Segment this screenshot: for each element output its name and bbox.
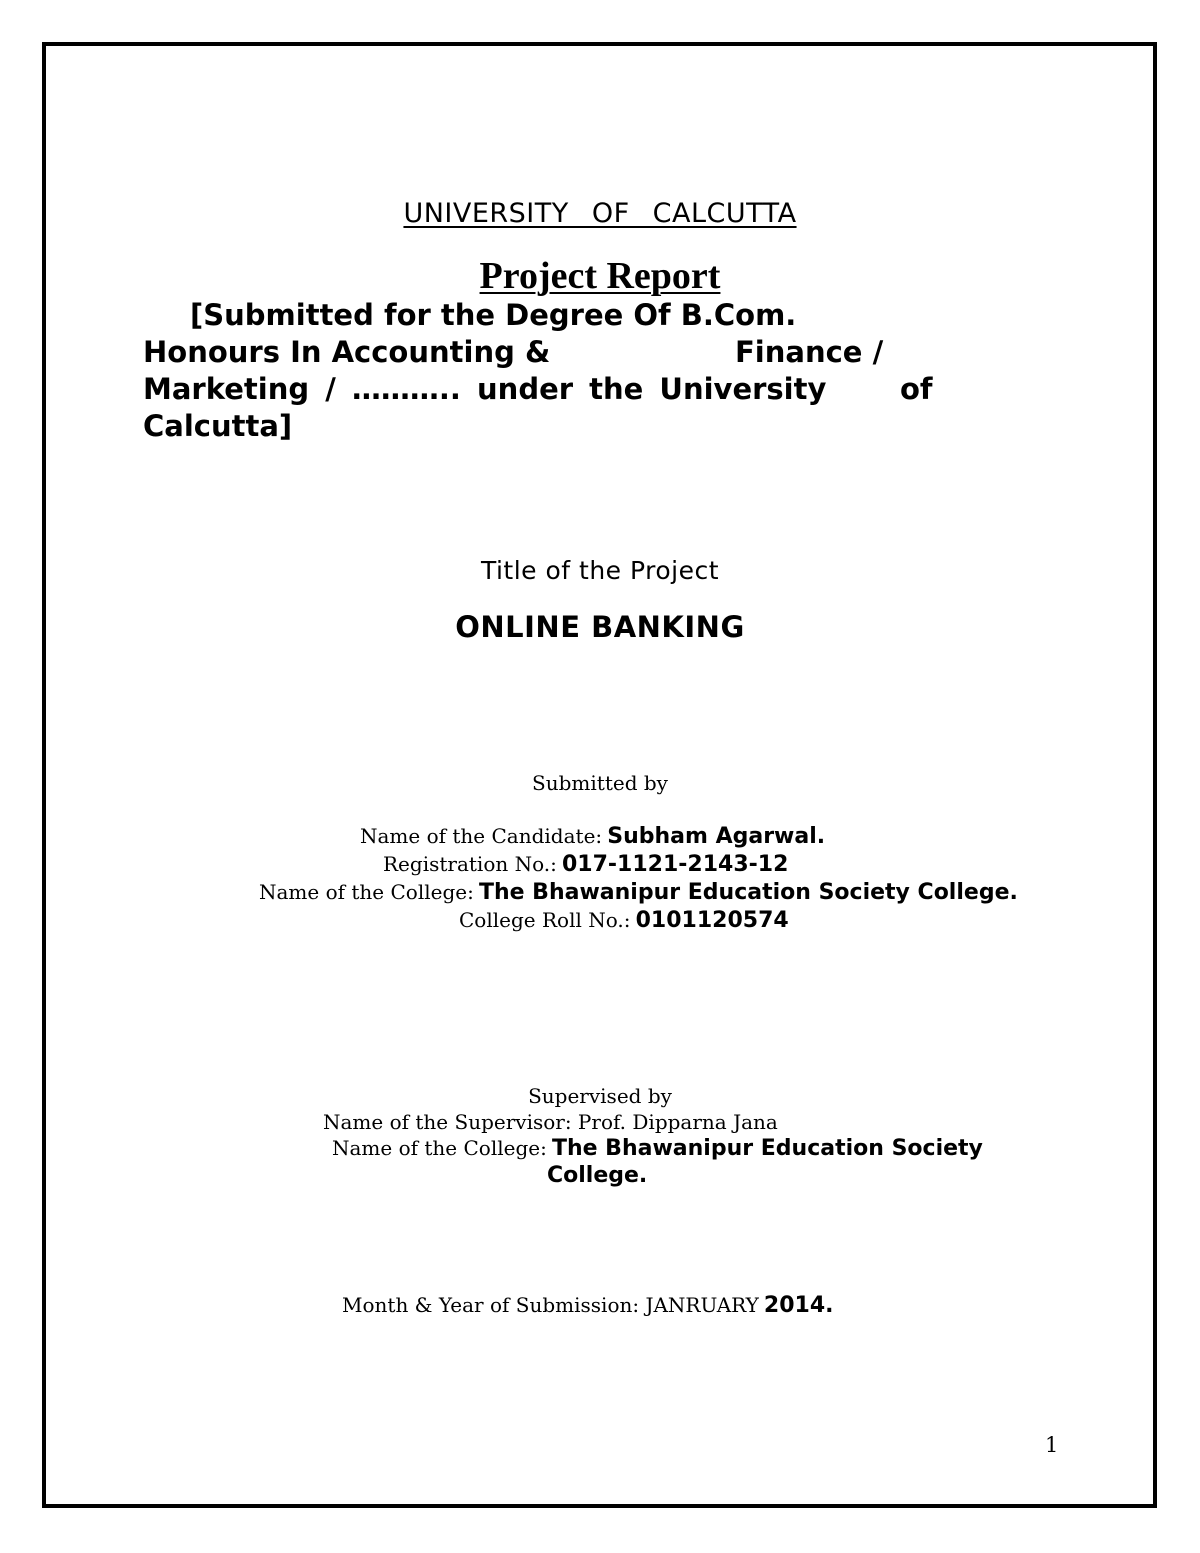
supervisor-college-label: Name of the College: [332, 1136, 547, 1160]
college-name: The Bhawanipur Education Society College. [478, 880, 1018, 905]
submission-line [342, 1293, 834, 1318]
submitted-for-line-4: Calcutta] [143, 409, 293, 443]
supervisor-college-name: The Bhawanipur Education Society [551, 1136, 983, 1161]
submitted-for-line-2-left: Honours In Accounting & [143, 335, 551, 369]
submitted-for-line-3: Marketing / ……….. under the University [143, 372, 827, 406]
supervisor-name: Name of the Supervisor: Prof. Dipparna Jana [323, 1110, 778, 1134]
report-title: Project Report [479, 255, 721, 297]
submission-year: 2014. [763, 1293, 834, 1318]
supervised-by-label: Supervised by [528, 1084, 672, 1108]
college-label: Name of the College: [259, 880, 474, 904]
registration-number: 017-1121-2143-12 [561, 852, 789, 877]
candidate-name: Subham Agarwal. [607, 824, 826, 849]
submission-label: Month & Year of Submission: JANRUARY [342, 1293, 759, 1317]
page-number: 1 [1045, 1433, 1059, 1457]
candidate-name-label: Name of the Candidate: [360, 824, 603, 848]
college-line [259, 880, 1018, 905]
submitted-for-line-1: [Submitted for the Degree Of B.Com. [190, 298, 797, 332]
project-title: ONLINE BANKING [455, 610, 745, 644]
project-title-label: Title of the Project [480, 556, 720, 585]
university-heading: UNIVERSITY OF CALCUTTA [403, 198, 797, 229]
roll-label: College Roll No.: [459, 908, 631, 932]
submitted-for-line-2 [143, 335, 550, 369]
supervisor-college-name-cont: College. [547, 1163, 648, 1188]
roll-number: 0101120574 [635, 908, 789, 933]
submitted-by-label: Submitted by [532, 771, 668, 795]
submitted-for-line-2-right: Finance / [735, 335, 884, 369]
roll-line [459, 908, 789, 933]
registration-label: Registration No.: [383, 852, 557, 876]
candidate-name-line [360, 824, 825, 849]
submitted-for-line-3-right: of [900, 372, 933, 406]
supervisor-college-line [332, 1136, 983, 1161]
registration-line [383, 852, 788, 877]
